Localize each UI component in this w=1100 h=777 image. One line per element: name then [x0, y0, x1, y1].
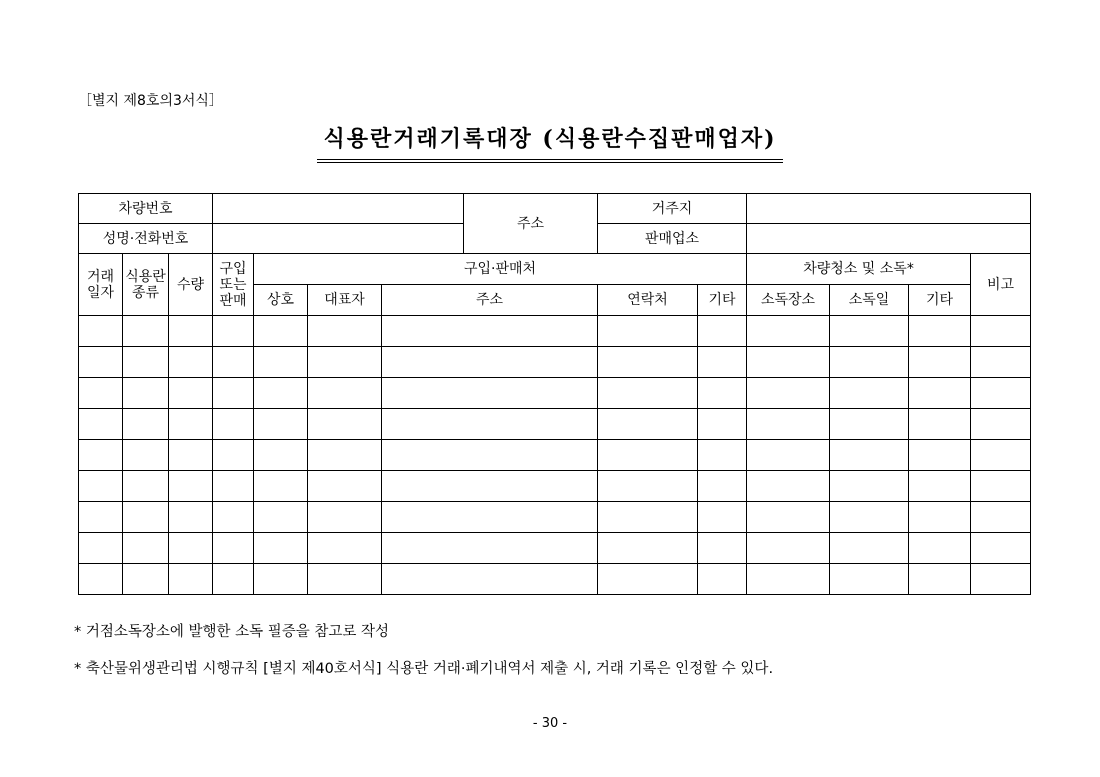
- cell-remarks[interactable]: [971, 502, 1031, 533]
- cell-egg-type[interactable]: [123, 533, 169, 564]
- residence-label: 거주지: [598, 194, 747, 224]
- cell-date[interactable]: [79, 502, 123, 533]
- cell-buy-sell[interactable]: [213, 564, 254, 595]
- note-trade-record: * 축산물위생관리법 시행규칙 [별지 제40호서식] 식용란 거래·폐기내역서 제출 시, 거래 기록은 인정할 수 있다.: [74, 661, 774, 677]
- cell-vendor-address[interactable]: [382, 564, 598, 595]
- cell-date[interactable]: [79, 316, 123, 347]
- cell-trade-name[interactable]: [254, 378, 308, 409]
- cell-contact[interactable]: [598, 533, 698, 564]
- cell-disinfection-other[interactable]: [909, 471, 971, 502]
- residence-value[interactable]: [747, 194, 1031, 224]
- cell-buy-sell[interactable]: [213, 378, 254, 409]
- col-trade-name: 상호: [254, 285, 308, 316]
- col-vendor-group: 구입·판매처: [254, 254, 747, 285]
- cell-date[interactable]: [79, 378, 123, 409]
- cell-disinfection-other[interactable]: [909, 409, 971, 440]
- cell-disinfection-place[interactable]: [747, 378, 830, 409]
- table-row: [79, 440, 1031, 471]
- cell-date[interactable]: [79, 347, 123, 378]
- cell-vendor-other[interactable]: [698, 533, 747, 564]
- cell-contact[interactable]: [598, 502, 698, 533]
- cell-trade-name[interactable]: [254, 564, 308, 595]
- business-site-label: 판매업소: [598, 224, 747, 254]
- cell-disinfection-date[interactable]: [830, 378, 909, 409]
- title-area: [0, 122, 1100, 163]
- cell-egg-type[interactable]: [123, 564, 169, 595]
- table-row: [79, 316, 1031, 347]
- cell-quantity[interactable]: [169, 502, 213, 533]
- cell-disinfection-date[interactable]: [830, 440, 909, 471]
- cell-representative[interactable]: [308, 409, 382, 440]
- ledger-body: [79, 316, 1031, 595]
- cell-egg-type[interactable]: [123, 440, 169, 471]
- cell-trade-name[interactable]: [254, 347, 308, 378]
- cell-vendor-address[interactable]: [382, 409, 598, 440]
- table-row: [79, 564, 1031, 595]
- cell-remarks[interactable]: [971, 378, 1031, 409]
- table-row: [79, 533, 1031, 564]
- address-label: 주소: [464, 194, 598, 254]
- cell-vendor-other[interactable]: [698, 378, 747, 409]
- cell-contact[interactable]: [598, 347, 698, 378]
- cell-representative[interactable]: [308, 564, 382, 595]
- cell-disinfection-place[interactable]: [747, 471, 830, 502]
- cell-remarks[interactable]: [971, 316, 1031, 347]
- cell-disinfection-date[interactable]: [830, 471, 909, 502]
- cell-remarks[interactable]: [971, 347, 1031, 378]
- cell-quantity[interactable]: [169, 564, 213, 595]
- col-quantity: 수량: [169, 254, 213, 316]
- col-date: [79, 254, 123, 316]
- cell-representative[interactable]: [308, 502, 382, 533]
- form-label: ［별지 제8호의3서식］: [78, 93, 223, 109]
- col-disinfection-group: 차량청소 및 소독*: [747, 254, 971, 285]
- table-row: [79, 409, 1031, 440]
- col-disinfection-place: 소독장소: [747, 285, 830, 316]
- cell-buy-sell[interactable]: [213, 440, 254, 471]
- cell-egg-type[interactable]: [123, 471, 169, 502]
- cell-vendor-address[interactable]: [382, 502, 598, 533]
- page-title: 식용란거래기록대장 (식용란수집판매업자): [317, 122, 782, 163]
- cell-date[interactable]: [79, 564, 123, 595]
- col-egg-type: [123, 254, 169, 316]
- cell-representative[interactable]: [308, 347, 382, 378]
- cell-disinfection-date[interactable]: [830, 564, 909, 595]
- business-site-value[interactable]: [747, 224, 1031, 254]
- note-disinfection-certificate: * 거점소독장소에 발행한 소독 필증을 참고로 작성: [74, 624, 390, 640]
- cell-quantity[interactable]: [169, 409, 213, 440]
- cell-vendor-address[interactable]: [382, 440, 598, 471]
- cell-disinfection-place[interactable]: [747, 409, 830, 440]
- cell-date[interactable]: [79, 409, 123, 440]
- cell-disinfection-place[interactable]: [747, 564, 830, 595]
- header-row-vehicle: [79, 194, 1031, 224]
- cell-vendor-address[interactable]: [382, 471, 598, 502]
- cell-quantity[interactable]: [169, 316, 213, 347]
- cell-disinfection-place[interactable]: [747, 533, 830, 564]
- cell-vendor-address[interactable]: [382, 347, 598, 378]
- cell-contact[interactable]: [598, 564, 698, 595]
- cell-disinfection-other[interactable]: [909, 316, 971, 347]
- cell-representative[interactable]: [308, 316, 382, 347]
- col-representative: 대표자: [308, 285, 382, 316]
- page-number: - 30 -: [532, 716, 568, 731]
- cell-quantity[interactable]: [169, 378, 213, 409]
- col-buy-sell-line2: 또는: [219, 276, 247, 293]
- name-phone-value[interactable]: [213, 224, 464, 254]
- cell-date[interactable]: [79, 440, 123, 471]
- col-remarks: 비고: [971, 254, 1031, 316]
- cell-contact[interactable]: [598, 378, 698, 409]
- cell-quantity[interactable]: [169, 471, 213, 502]
- cell-egg-type[interactable]: [123, 316, 169, 347]
- cell-disinfection-place[interactable]: [747, 316, 830, 347]
- col-disinfection-date: 소독일: [830, 285, 909, 316]
- cell-disinfection-other[interactable]: [909, 502, 971, 533]
- table-row: [79, 378, 1031, 409]
- cell-representative[interactable]: [308, 471, 382, 502]
- col-egg-type-line2: 종류: [131, 284, 160, 301]
- ledger-table: [78, 193, 1031, 595]
- cell-vendor-other[interactable]: [698, 502, 747, 533]
- cell-remarks[interactable]: [971, 440, 1031, 471]
- cell-disinfection-other[interactable]: [909, 440, 971, 471]
- cell-representative[interactable]: [308, 440, 382, 471]
- cell-vendor-other[interactable]: [698, 316, 747, 347]
- cell-contact[interactable]: [598, 471, 698, 502]
- col-buy-sell-line3: 판매: [219, 292, 247, 309]
- vehicle-number-value[interactable]: [213, 194, 464, 224]
- cell-trade-name[interactable]: [254, 316, 308, 347]
- cell-date[interactable]: [79, 533, 123, 564]
- cell-vendor-other[interactable]: [698, 440, 747, 471]
- cell-contact[interactable]: [598, 316, 698, 347]
- column-header-row-1: [79, 254, 1031, 285]
- cell-contact[interactable]: [598, 440, 698, 471]
- cell-vendor-other[interactable]: [698, 564, 747, 595]
- cell-vendor-address[interactable]: [382, 316, 598, 347]
- cell-quantity[interactable]: [169, 347, 213, 378]
- col-date-line1: 거래: [86, 268, 115, 285]
- cell-remarks[interactable]: [971, 564, 1031, 595]
- cell-egg-type[interactable]: [123, 502, 169, 533]
- cell-vendor-other[interactable]: [698, 347, 747, 378]
- table-row: [79, 502, 1031, 533]
- vehicle-number-label: 차량번호: [79, 194, 213, 224]
- col-vendor-other: 기타: [698, 285, 747, 316]
- cell-egg-type[interactable]: [123, 347, 169, 378]
- col-disinfection-other: 기타: [909, 285, 971, 316]
- col-contact: 연락처: [598, 285, 698, 316]
- cell-contact[interactable]: [598, 409, 698, 440]
- cell-remarks[interactable]: [971, 533, 1031, 564]
- cell-disinfection-date[interactable]: [830, 502, 909, 533]
- cell-buy-sell[interactable]: [213, 502, 254, 533]
- cell-remarks[interactable]: [971, 471, 1031, 502]
- col-buy-sell: [213, 254, 254, 316]
- cell-trade-name[interactable]: [254, 440, 308, 471]
- cell-disinfection-other[interactable]: [909, 378, 971, 409]
- cell-buy-sell[interactable]: [213, 533, 254, 564]
- col-vendor-address: 주소: [382, 285, 598, 316]
- cell-representative[interactable]: [308, 378, 382, 409]
- cell-quantity[interactable]: [169, 440, 213, 471]
- col-date-line2: 일자: [86, 284, 115, 301]
- cell-disinfection-place[interactable]: [747, 440, 830, 471]
- cell-buy-sell[interactable]: [213, 347, 254, 378]
- cell-disinfection-place[interactable]: [747, 347, 830, 378]
- cell-trade-name[interactable]: [254, 533, 308, 564]
- cell-disinfection-other[interactable]: [909, 533, 971, 564]
- cell-remarks[interactable]: [971, 409, 1031, 440]
- cell-trade-name[interactable]: [254, 502, 308, 533]
- cell-disinfection-other[interactable]: [909, 347, 971, 378]
- cell-representative[interactable]: [308, 533, 382, 564]
- cell-disinfection-date[interactable]: [830, 316, 909, 347]
- cell-trade-name[interactable]: [254, 409, 308, 440]
- cell-disinfection-other[interactable]: [909, 564, 971, 595]
- cell-buy-sell[interactable]: [213, 409, 254, 440]
- table-row: [79, 347, 1031, 378]
- cell-vendor-other[interactable]: [698, 471, 747, 502]
- cell-buy-sell[interactable]: [213, 471, 254, 502]
- table-row: [79, 471, 1031, 502]
- cell-disinfection-place[interactable]: [747, 502, 830, 533]
- cell-egg-type[interactable]: [123, 378, 169, 409]
- cell-egg-type[interactable]: [123, 409, 169, 440]
- cell-disinfection-date[interactable]: [830, 409, 909, 440]
- cell-vendor-address[interactable]: [382, 533, 598, 564]
- col-buy-sell-line1: 구입: [219, 260, 247, 277]
- name-phone-label: 성명·전화번호: [79, 224, 213, 254]
- cell-vendor-other[interactable]: [698, 409, 747, 440]
- cell-disinfection-date[interactable]: [830, 347, 909, 378]
- cell-quantity[interactable]: [169, 533, 213, 564]
- col-egg-type-line1: 식용란: [125, 268, 166, 285]
- cell-date[interactable]: [79, 471, 123, 502]
- cell-trade-name[interactable]: [254, 471, 308, 502]
- cell-disinfection-date[interactable]: [830, 533, 909, 564]
- cell-buy-sell[interactable]: [213, 316, 254, 347]
- cell-vendor-address[interactable]: [382, 378, 598, 409]
